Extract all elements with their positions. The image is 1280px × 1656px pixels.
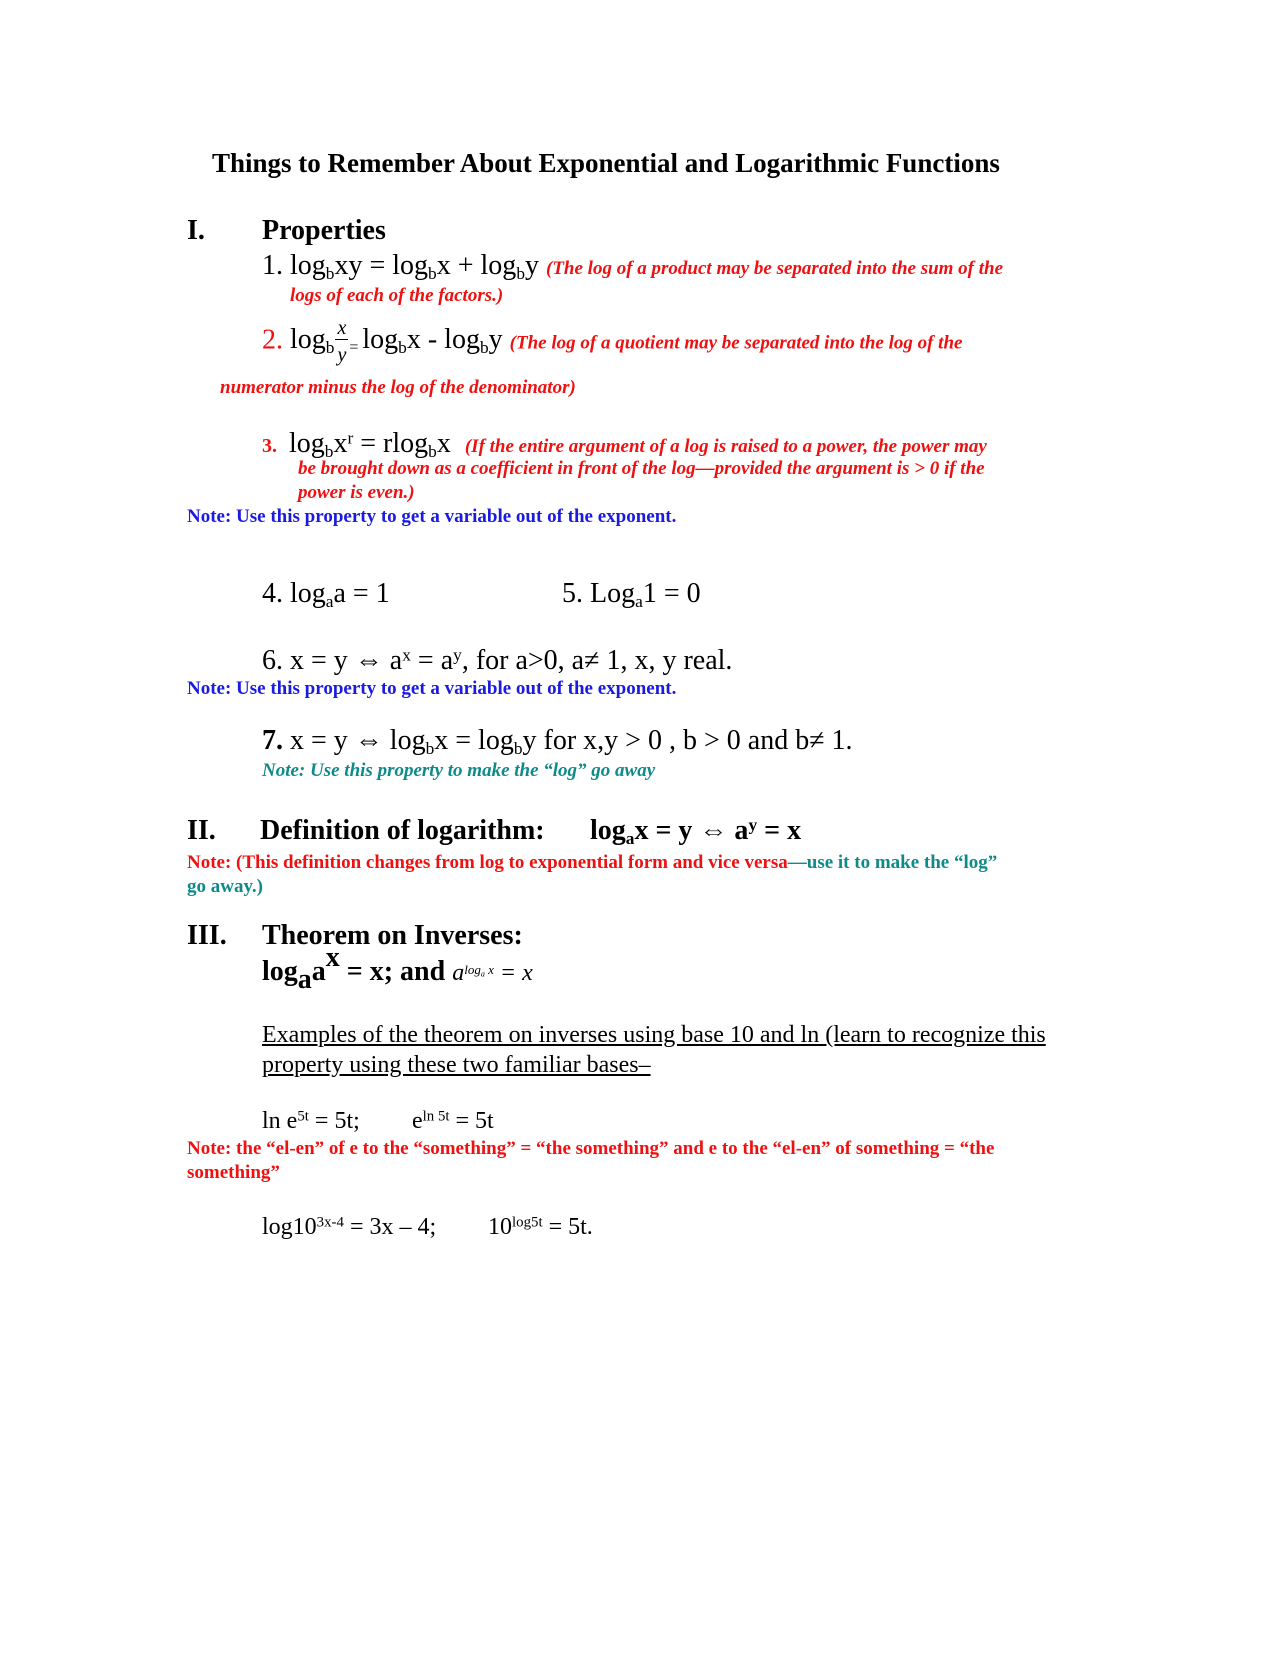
property-5: 5. Log$_a$1 = 0 xyxy=(562,578,701,611)
property-2-formula: $\log_b$ $\frac{x}{y}$ = $\log_bx - \log_by$ xyxy=(290,317,503,366)
property-3-note-line2: be brought down as a coefficient in front of the log—provided the argument is > 0 if the xyxy=(298,458,985,479)
inverse-formula: $\log_aa^x = x$; and $a^{log_a x} = x$ xyxy=(262,942,533,995)
log10-example-2: $10^{log5t} = 5t$. xyxy=(488,1214,593,1240)
property-1-note: (The log of a product may be separated into the sum of the xyxy=(546,258,1004,279)
el-en-note-cont: something” xyxy=(187,1162,280,1183)
property-1-formula: $\log_bxy = \log_bx + \log_by$ xyxy=(290,250,539,283)
property-3-note-line3: power is even.) xyxy=(298,482,415,503)
definition-note-cont: go away.) xyxy=(187,876,263,897)
definition-note: Note: (This definition changes from log to exponential form and vice versa—use it to make the “log” xyxy=(187,852,998,873)
property-3 xyxy=(262,428,987,462)
page-title: Things to Remember About Exponential and Logarithmic Functions xyxy=(212,148,1000,178)
section-1-heading: Properties xyxy=(262,215,386,246)
examples-intro-line2: property using these two familiar bases– xyxy=(262,1052,651,1078)
examples-intro-line1: Examples of the theorem on inverses using base 10 and ln (learn to recognize this xyxy=(262,1022,1046,1048)
property-2-note: (The log of a quotient may be separated into the log of the xyxy=(509,332,963,354)
property-2-number: 2. xyxy=(262,324,283,356)
log10-example-1: $\log 10^{3x-4} = 3x - 4$; xyxy=(262,1214,437,1240)
note-log-away: Note: Use this property to make the “log” go away xyxy=(262,760,656,781)
ln-example-1: $\ln e^{5t} = 5t$; xyxy=(262,1108,360,1134)
quotient-fraction: $\frac{x}{y}$ xyxy=(337,317,347,366)
property-1-note-cont: logs of each of the factors.) xyxy=(290,285,504,306)
property-2-note-cont: numerator minus the log of the denominator) xyxy=(220,377,576,398)
property-3-note: (If the entire argument of a log is raised to a power, the power may xyxy=(464,436,987,457)
property-4: 4. $\log_aa = 1$ xyxy=(262,578,390,611)
property-3-formula: $\log_bx^r = rlog_bx$ xyxy=(289,428,451,461)
property-1 xyxy=(262,250,1003,284)
section-2-numeral: II. xyxy=(187,815,216,846)
section-2-heading: Definition of logarithm: xyxy=(260,815,545,846)
definition-formula: $\log_ax = y$ ⇔ $a^y = x$ xyxy=(590,815,802,848)
property-3-number: 3. xyxy=(262,435,277,457)
section-3-numeral: III. xyxy=(187,920,227,951)
property-2 xyxy=(262,318,962,366)
section-3-heading: Theorem on Inverses: xyxy=(262,920,523,951)
property-1-number: 1. xyxy=(262,250,283,281)
el-en-note: Note: the “el-en” of e to the “something” = “the something” and e to the “el-en” of something = “the xyxy=(187,1138,995,1159)
ln-example-2: $e^{ln 5t} = 5t$ xyxy=(412,1108,494,1134)
section-1-numeral: I. xyxy=(187,215,205,246)
property-7: 7. x = y ⇔ $\log_bx = \log_by$ for x,y > 0 , b > 0 and b≠ 1. xyxy=(262,725,853,758)
note-exponent-2: Note: Use this property to get a variable out of the exponent. xyxy=(187,678,677,699)
note-exponent-1: Note: Use this property to get a variable out of the exponent. xyxy=(187,506,677,527)
property-6: 6. x = y ⇔ $a^x = a^y$, for a>0, a≠ 1, x, y real. xyxy=(262,645,733,676)
